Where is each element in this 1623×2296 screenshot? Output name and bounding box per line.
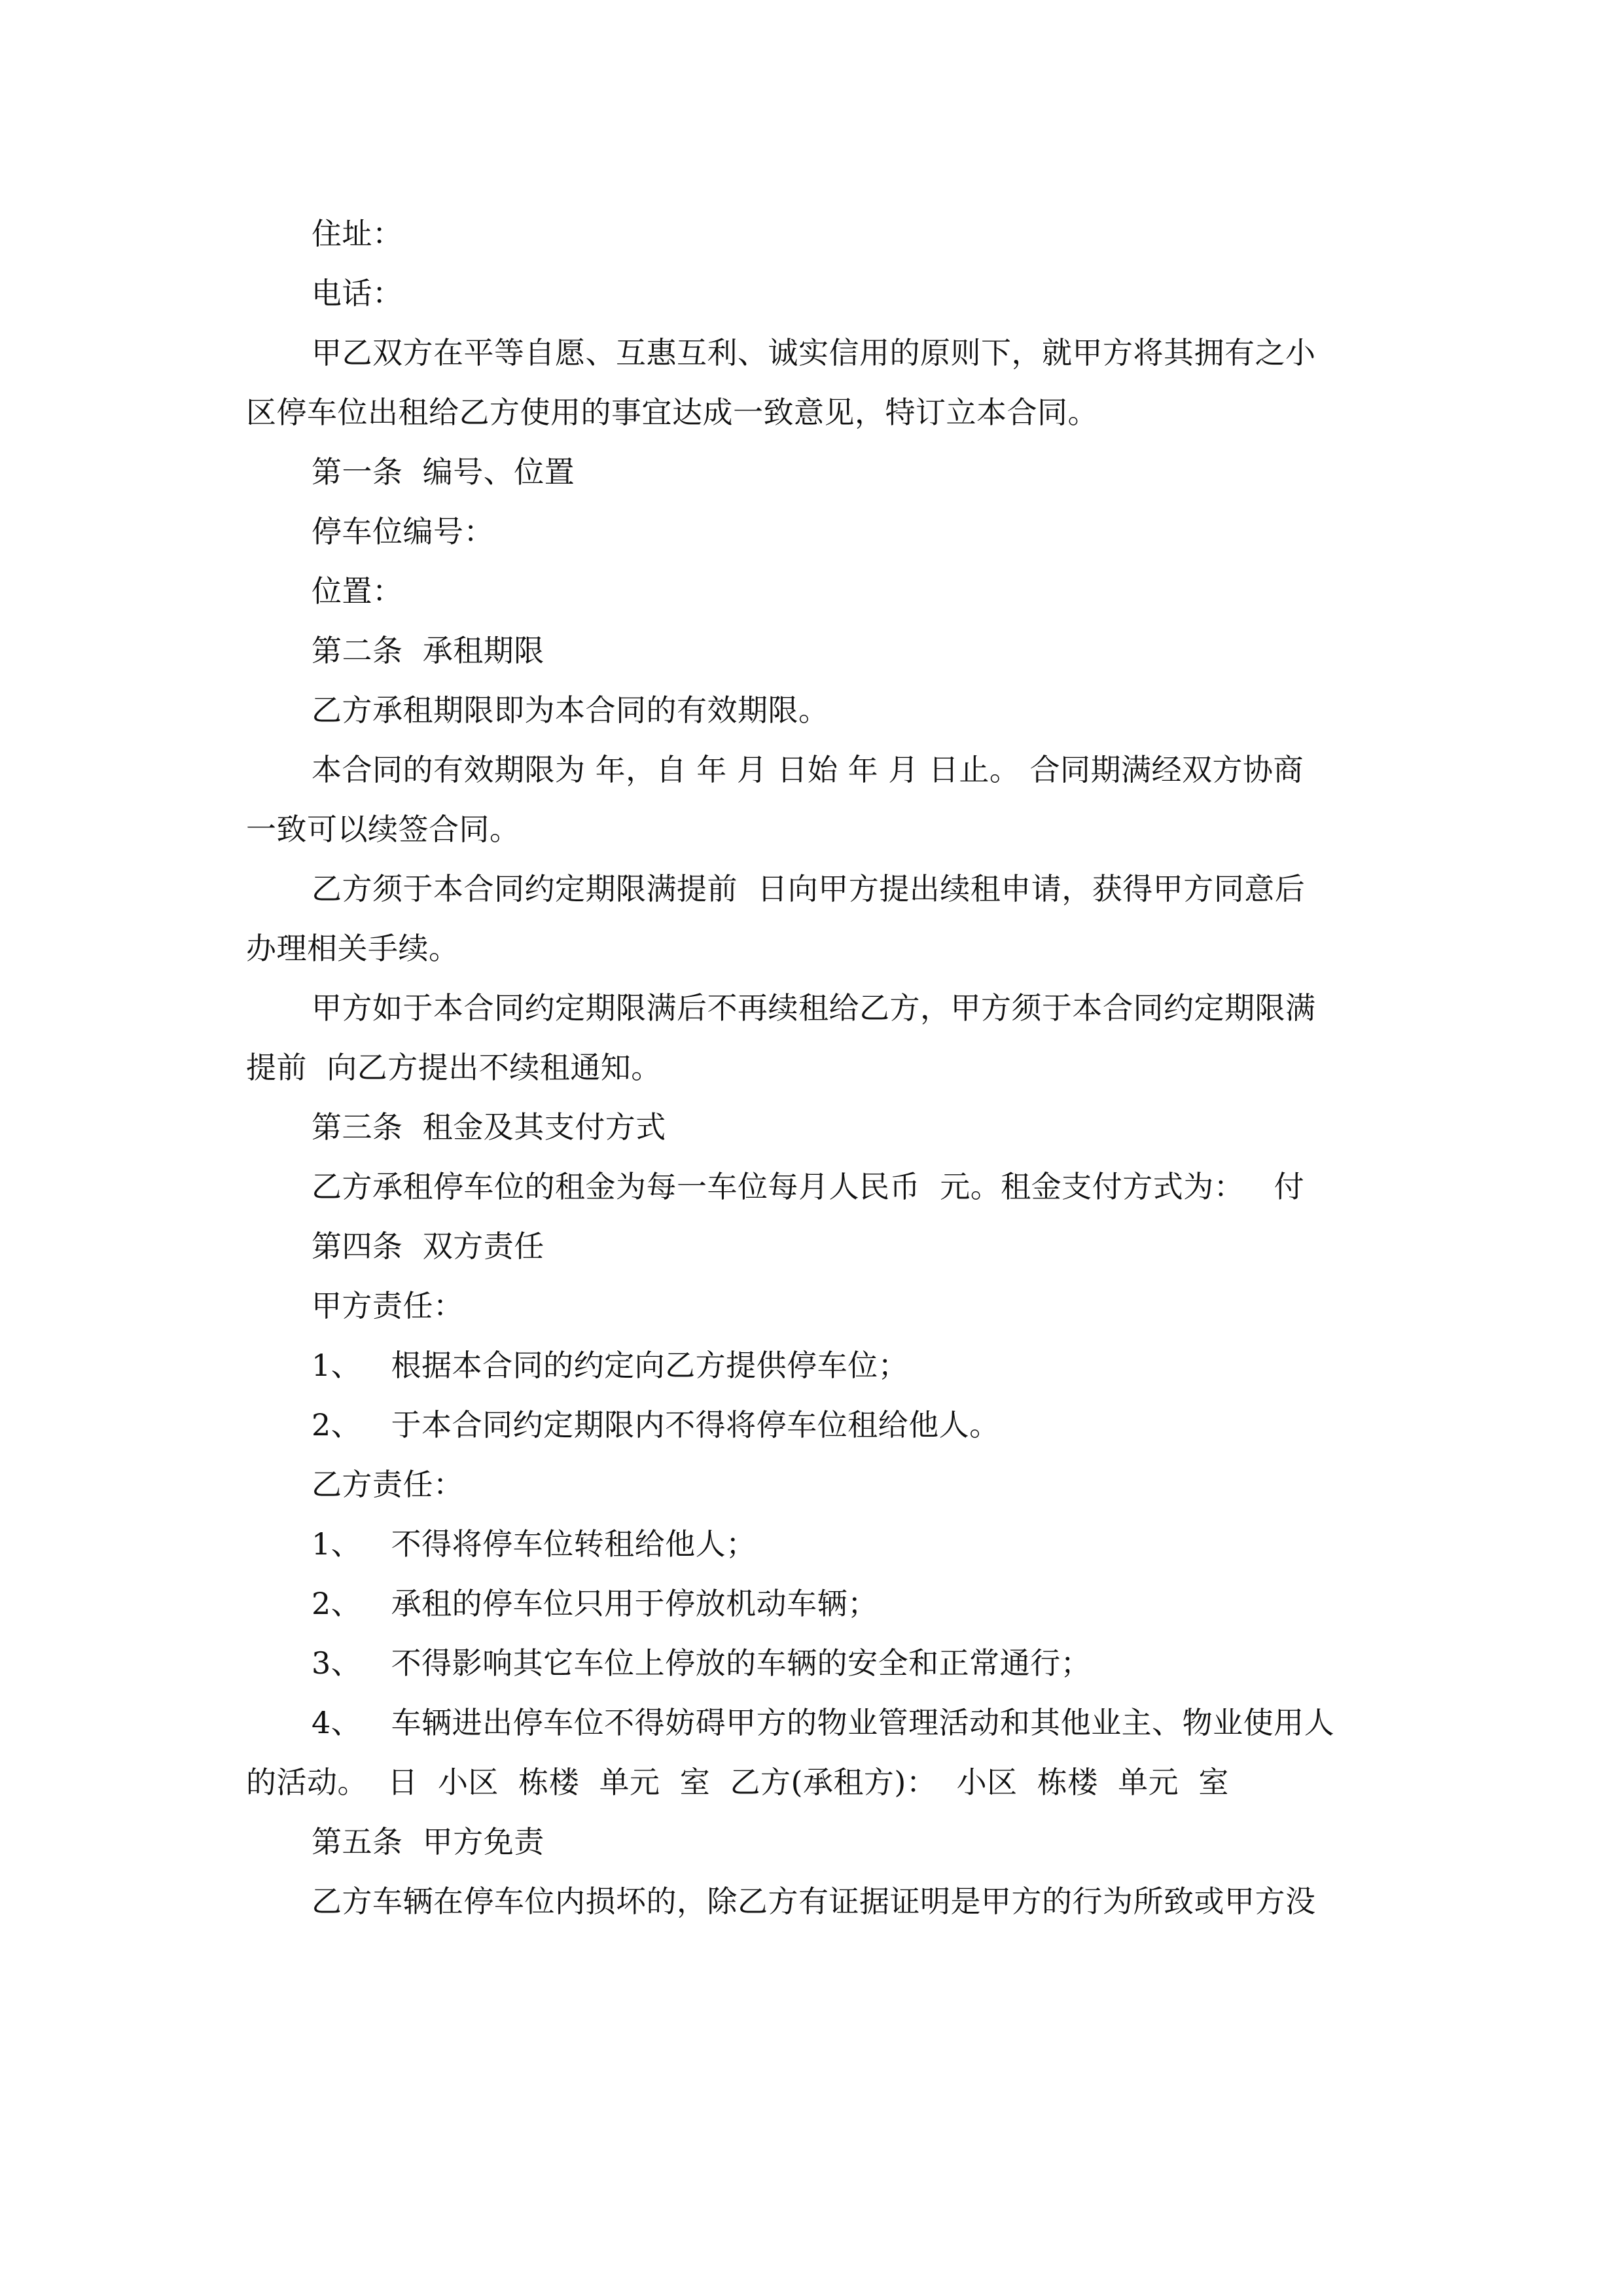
article-2-paragraph-4-line-1: 甲方如于本合同约定期限满后不再续租给乙方，甲方须于本合同约定期限满 <box>312 990 1316 1026</box>
article-3-heading: 第三条 租金及其支付方式 <box>312 1109 666 1145</box>
party-a-duties-heading: 甲方责任： <box>312 1288 464 1323</box>
article-5-heading: 第五条 甲方免责 <box>312 1824 544 1859</box>
article-3-paragraph: 乙方承租停车位的租金为每一车位每月人民币 元。租金支付方式为： 付 <box>312 1169 1305 1204</box>
party-b-duty-1: 1、 不得将停车位转租给他人； <box>312 1526 757 1562</box>
parking-number-label: 停车位编号： <box>312 514 494 549</box>
location-label: 位置： <box>312 573 403 609</box>
party-b-duties-heading: 乙方责任： <box>312 1467 464 1502</box>
article-1-heading: 第一条 编号、位置 <box>312 454 575 490</box>
party-b-duty-4-line-2: 的活动。 日 小区 栋楼 单元 室 乙方(承租方)： 小区 栋楼 单元 室 <box>246 1765 1229 1800</box>
contract-body <box>246 204 1372 1931</box>
article-2-paragraph-1: 乙方承租期限即为本合同的有效期限。 <box>312 692 829 728</box>
article-5-paragraph-line-1: 乙方车辆在停车位内损坏的，除乙方有证据证明是甲方的行为所致或甲方没 <box>312 1884 1316 1919</box>
party-b-duty-3: 3、 不得影响其它车位上停放的车辆的安全和正常通行； <box>312 1645 1092 1681</box>
preamble-line-1: 甲乙双方在平等自愿、互惠互利、诚实信用的原则下，就甲方将其拥有之小 <box>312 335 1316 370</box>
article-2-heading: 第二条 承租期限 <box>312 633 544 668</box>
party-b-duty-4-line-1: 4、 车辆进出停车位不得妨碍甲方的物业管理活动和其他业主、物业使用人 <box>312 1705 1335 1740</box>
article-2-paragraph-4-line-2: 提前 向乙方提出不续租通知。 <box>246 1050 662 1085</box>
address-field-label: 住址： <box>312 216 403 251</box>
article-2-paragraph-2-line-1: 本合同的有效期限为 年，自 年 月 日始 年 月 日止。 合同期满经双方协商 <box>312 752 1304 787</box>
party-b-duty-2: 2、 承租的停车位只用于停放机动车辆； <box>312 1586 878 1621</box>
article-2-paragraph-3-line-1: 乙方须于本合同约定期限满提前 日向甲方提出续租申请，获得甲方同意后 <box>312 871 1306 906</box>
article-2-paragraph-2-line-2: 一致可以续签合同。 <box>246 812 520 847</box>
party-a-duty-1: 1、 根据本合同的约定向乙方提供停车位； <box>312 1348 909 1383</box>
preamble-line-2: 区停车位出租给乙方使用的事宜达成一致意见，特订立本合同。 <box>246 395 1098 430</box>
phone-field-label: 电话： <box>312 276 403 311</box>
article-4-heading: 第四条 双方责任 <box>312 1229 544 1264</box>
article-2-paragraph-3-line-2: 办理相关手续。 <box>246 931 459 966</box>
party-a-duty-2: 2、 于本合同约定期限内不得将停车位租给他人。 <box>312 1407 1000 1443</box>
